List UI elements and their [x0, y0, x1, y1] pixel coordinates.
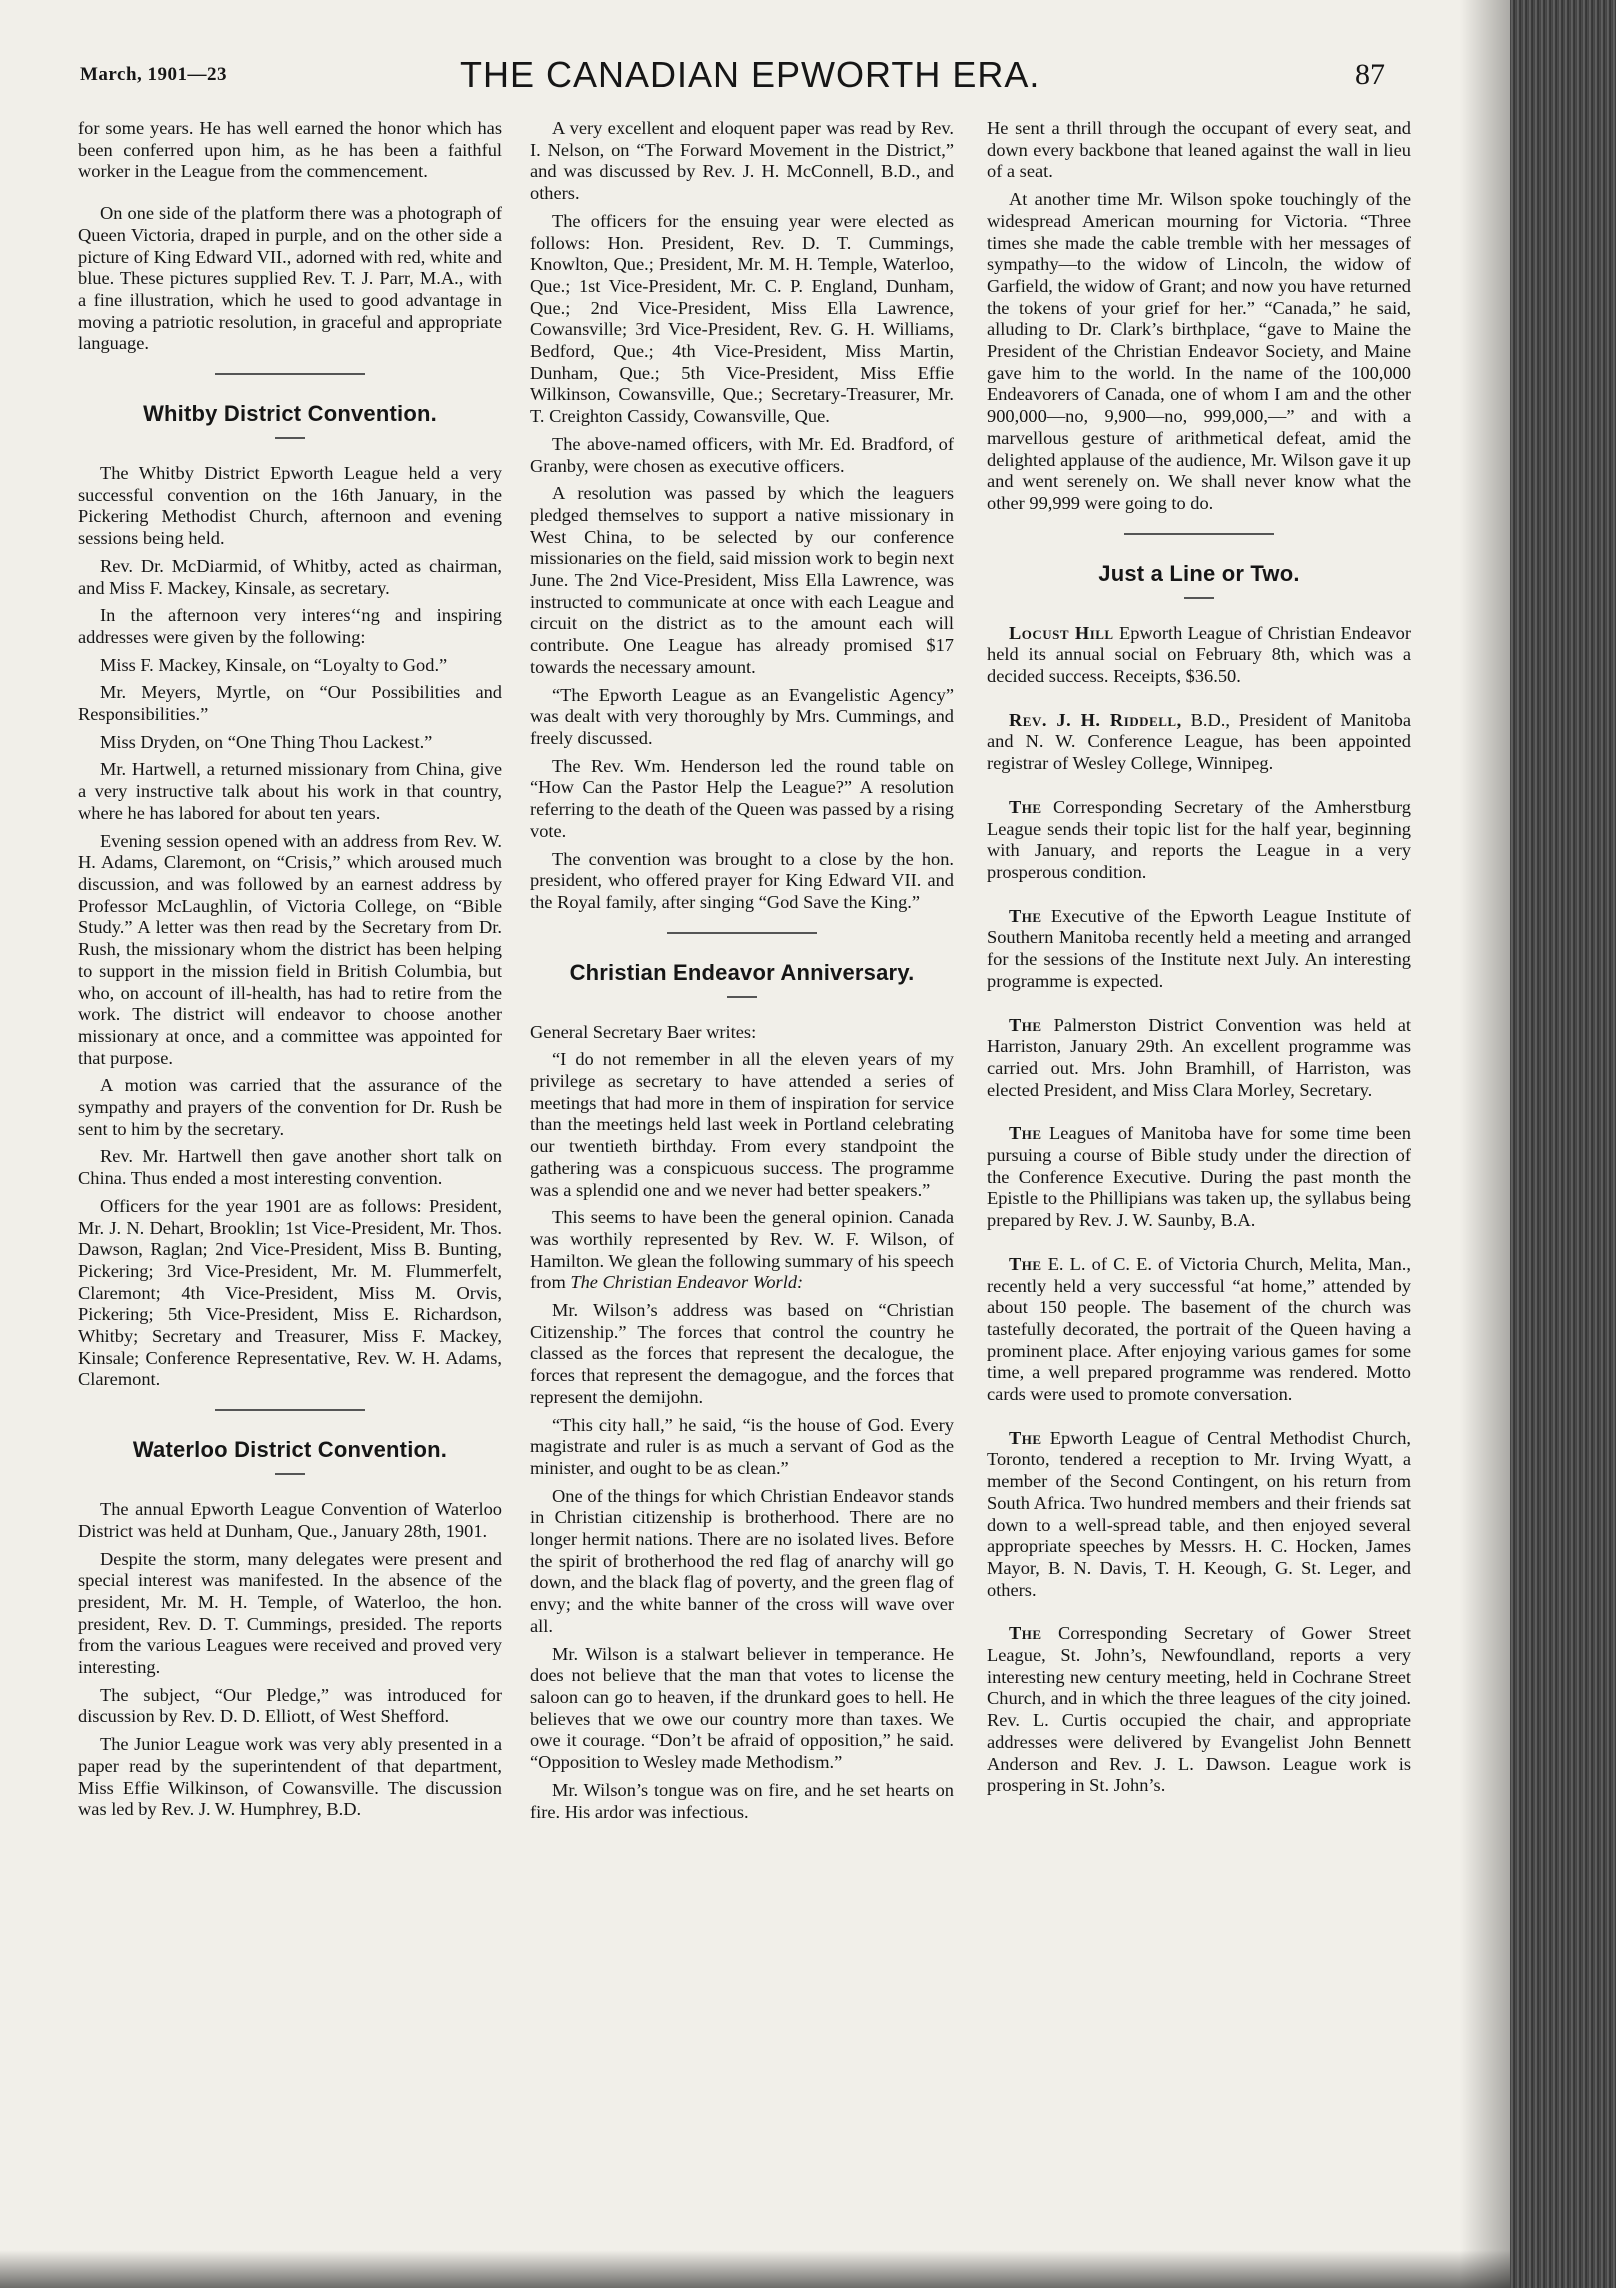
brief-text: Corresponding Secretary of the Amherstburg League sends their topic list for the half year, beginning with January, and reports the League in a very prosperous condition. [987, 796, 1411, 882]
brief-lead: The [1009, 796, 1042, 817]
paragraph: A motion was carried that the assurance of the sympathy and prayers of the convention for Dr. Rush be sent to him by the secretary. [78, 1075, 502, 1139]
brief-item [987, 1254, 1411, 1406]
paragraph: Rev. Mr. Hartwell then gave another short talk on China. Thus ended a most interesting convention. [78, 1146, 502, 1189]
bottom-shadow [0, 2250, 1530, 2288]
paragraph: Officers for the year 1901 are as follows: President, Mr. J. N. Dehart, Brooklin; 1st Vice-President, Mr. Thos. Dawson, Raglan; 2nd Vice-President, Miss B. Bunting, Pickering; 3rd Vice-President, Mr. M. Flummerfelt, Claremont; 4th Vice-President, Miss M. Orvis, Pickering; 5th Vice-President, Miss E. Richardson, Whitby; Secretary and Treasurer, Miss F. Mackey, Kinsale; Conference Representative, Rev. W. H. Adams, Claremont. [78, 1195, 502, 1390]
paragraph: Miss F. Mackey, Kinsale, on “Loyalty to God.” [100, 654, 448, 675]
paragraph-text: This seems to have been the general opinion. Canada was worthily represented by Rev. W. F. Wilson, of Hamilton. We glean the following summary of his speech from [530, 1207, 954, 1293]
paragraph: Evening session opened with an address from Rev. W. H. Adams, Claremont, on “Crisis,” which aroused much discussion, and was followed by an earnest address by Professor McLaughlin, of Victoria College, on “Bible Study.” A letter was then read by the Secretary from Dr. Rush, the missionary whom the district has been helping to support in the mission field in British Columbia, but who, on account of ill-health, has had to retire from the work. The district will endeavor to choose another missionary at once, and a committee was appointed for that purpose. [78, 830, 502, 1068]
brief-lead: The [1009, 1623, 1042, 1644]
paragraph: The Whitby District Epworth League held a very successful convention on the 16th January, in the Pickering Methodist Church, afternoon and evening sessions being held. [78, 463, 502, 549]
brief-text: Epworth League of Christian Endeavor held its annual social on February 8th, which was a decided success. Receipts, $36.50. [987, 622, 1411, 687]
brief-text: Epworth League of Central Methodist Church, Toronto, tendered a reception to Mr. Irving Wyatt, a member of the Second Contingent, on his return from South Africa. Two hundred members and their friends sat down to a well-spread table, and then enjoyed several appropriate speeches by Messrs. H. C. Hocken, James Mayor, B. N. Davis, T. H. Keough, G. St. Leger, and others. [987, 1427, 1411, 1600]
paragraph: A very excellent and eloquent paper was read by Rev. I. Nelson, on “The Forward Movement in the District,” and was discussed by Rev. J. H. McConnell, B.D., and others. [530, 118, 954, 204]
section-divider [215, 373, 365, 375]
heading-rule [1184, 597, 1214, 599]
brief-text: Executive of the Epworth League Institute of Southern Manitoba recently held a meeting and arranged for the sessions of the Institute next July. An interesting programme is expected. [987, 905, 1411, 991]
header-date: March, 1901—23 [80, 64, 228, 85]
brief-item [987, 623, 1411, 688]
page-number: 87 [1355, 58, 1385, 91]
header-title: THE CANADIAN EPWORTH ERA. [460, 54, 1041, 95]
paragraph: The annual Epworth League Convention of Waterloo District was held at Dunham, Que., January 28th, 1901. [78, 1499, 502, 1541]
section-divider [667, 932, 817, 934]
brief-text: E. L. of C. E. of Victoria Church, Melita, Man., recently held a very successful “at home,” attended by about 150 people. The basement of the church was tastefully decorated, the portrait of the Queen having a prominent place. After enjoying various games for some time, a well prepared programme was rendered. Motto cards were used to promote conversation. [987, 1253, 1411, 1405]
brief-item [987, 797, 1411, 884]
section-heading-just-a-line: Just a Line or Two. [1098, 560, 1300, 586]
brief-lead: Locust Hill [1009, 622, 1114, 643]
brief-text: B.D., President of Manitoba and N. W. Conference League, has been appointed registrar of Wesley College, Winnipeg. [987, 709, 1411, 774]
paragraph: The officers for the ensuing year were elected as follows: Hon. President, Rev. D. T. Cummings, Knowlton, Que.; President, Mr. M. H. Temple, Waterloo, Que.; 1st Vice-President, Mr. C. P. England, Dunham, Que.; 2nd Vice-President, Miss Ella Lawrence, Cowansville; 3rd Vice-President, Rev. G. H. Williams, Bedford, Que.; 4th Vice-President, Miss Martin, Dunham, Que.; 5th Vice-President, Miss Effie Wilkinson, Cowansville, Que.; Secretary-Treasurer, Mr. T. Creighton Cassidy, Cowansville, Que. [530, 210, 954, 427]
brief-lead: The [1009, 1253, 1042, 1274]
paragraph: The above-named officers, with Mr. Ed. Bradford, of Granby, were chosen as executive officers. [530, 433, 954, 476]
paragraph [530, 1207, 954, 1294]
paragraph: Despite the storm, many delegates were present and special interest was manifested. In the absence of the president, Mr. M. H. Temple, of Waterloo, the hon. president, Rev. D. T. Cummings, presided. The reports from the various Leagues were received and proved very interesting. [78, 1548, 502, 1678]
brief-text: Leagues of Manitoba have for some time been pursuing a course of Bible study under the direction of the Conference Executive. During the past month the Epistle to the Phillipians was taken up, the syllabus being prepared by Rev. J. W. Saunby, B.A. [987, 1123, 1411, 1231]
paragraph: A resolution was passed by which the leaguers pledged themselves to support a native missionary in West China, to be selected by our conference missionaries on the field, said mission work to begin next June. The 2nd Vice-President, Miss Ella Lawrence, was instructed to communicate at once with each League and circuit on the district as to the amount each will contribute. One League has already promised $17 towards the necessary amount. [530, 483, 954, 677]
brief-lead: The [1009, 1014, 1042, 1035]
paragraph: One of the things for which Christian Endeavor stands in Christian citizenship is brotherhood. There are no longer hermit nations. There are no isolated lives. Before the spirit of brotherhood the red flag of anarchy will go down, and the black flag of poverty, and the green flag of envy; and the white banner of the cross will wave over all. [530, 1485, 954, 1636]
paragraph: The Rev. Wm. Henderson led the round table on “How Can the Pastor Help the League?” A resolution referring to the death of the Queen was passed by a rising vote. [530, 755, 954, 841]
paragraph: Mr. Wilson’s tongue was on fire, and he set hearts on fire. His ardor was infectious. [530, 1779, 954, 1822]
paragraph: Mr. Meyers, Myrtle, on “Our Possibilities and Responsibilities.” [78, 682, 502, 725]
section-heading-christian-endeavor: Christian Endeavor Anniversary. [569, 959, 915, 985]
paragraph: “The Epworth League as an Evangelistic Agency” was dealt with very thoroughly by Mrs. Cummings, and freely discussed. [530, 684, 954, 748]
section-divider [1124, 533, 1274, 535]
heading-rule [727, 996, 757, 998]
brief-lead: Rev. J. H. Riddell, [1009, 709, 1182, 730]
paragraph: The convention was brought to a close by the hon. president, who offered prayer for King Edward VII. and the Royal family, after singing “God Save the King.” [530, 848, 954, 912]
paragraph: “This city hall,” he said, “is the house of God. Every magistrate and ruler is as much a servant of God as the minister, and ought to be as clean.” [530, 1414, 954, 1478]
paragraph: General Secretary Baer writes: [530, 1021, 757, 1042]
paragraph: On one side of the platform there was a photograph of Queen Victoria, draped in purple, and on the other side a picture of King Edward VII., adorned with red, white and blue. These pictures supplied Rev. T. J. Parr, M.A., with a fine illustration, which he used to good advantage in moving a patriotic resolution, in graceful and appropriate language. [78, 203, 502, 354]
paragraph: Mr. Hartwell, a returned missionary from China, give a very instructive talk about his work in that country, where he has labored for about ten years. [78, 759, 502, 823]
brief-lead: The [1009, 905, 1042, 926]
heading-rule [275, 437, 305, 439]
brief-lead: The [1009, 1427, 1042, 1448]
paragraph: “I do not remember in all the eleven years of my privilege as secretary to have attended a series of meetings that had more in them of inspiration for service than the meetings held last week in Portland celebrating our twentieth birthday. From every standpoint the gathering was a conspicuous success. The programme was a splendid one and we never had better speakers.” [530, 1049, 954, 1200]
paragraph: The Junior League work was very ably presented in a paper read by the superintendent of that department, Miss Effie Wilkinson, of Cowansville. The discussion was led by Rev. J. W. Humphrey, B.D. [78, 1734, 502, 1820]
column-right [987, 118, 1411, 1819]
brief-item [987, 906, 1411, 993]
section-divider [215, 1409, 365, 1411]
brief-lead: The [1009, 1123, 1042, 1144]
section-heading-whitby: Whitby District Convention. [143, 401, 437, 427]
paragraph: The subject, “Our Pledge,” was introduced for discussion by Rev. D. D. Elliott, of West Shefford. [78, 1684, 502, 1727]
column-left [78, 118, 502, 1827]
publication-title: The Christian Endeavor World: [570, 1272, 804, 1293]
paragraph: Rev. Dr. McDiarmid, of Whitby, acted as chairman, and Miss F. Mackey, Kinsale, as secretary. [78, 555, 502, 598]
brief-text: Corresponding Secretary of Gower Street League, St. John’s, Newfoundland, reports a very interesting new century meeting, held in Cochrane Street Church, and in which the three leagues of the city joined. Rev. L. Curtis occupied the chair, and appropriate addresses were delivered by Evangelist John Bennett Anderson and Rev. J. L. Dawson. League work is prospering in St. John’s. [987, 1623, 1411, 1796]
paragraph: for some years. He has well earned the honor which has been conferred upon him, as he has been a faithful worker in the League from the commencement. [78, 118, 502, 182]
brief-item [987, 710, 1411, 775]
column-middle [530, 118, 954, 1829]
brief-item [987, 1623, 1411, 1797]
brief-item [987, 1015, 1411, 1102]
paragraph: He sent a thrill through the occupant of every seat, and down every backbone that leaned against the wall in lieu of a seat. [987, 118, 1411, 182]
brief-item [987, 1123, 1411, 1232]
brief-item [987, 1428, 1411, 1602]
heading-rule [275, 1473, 305, 1475]
paragraph: At another time Mr. Wilson spoke touchingly of the widespread American mourning for Victoria. “Three times she made the cable tremble with her messages of sympathy—to the widow of Lincoln, the widow of Garfield, the widow of Grant; and now you have returned the tokens of your grief for her.” “Canada,” he said, alluding to Dr. Clark’s birthplace, “gave to Maine the President of the Christian Endeavor Society, and Maine gave him to the world. In the name of the 100,000 Endeavorers of Canada, one of whom I am and the other 900,000—no, 9,900—no, 999,000,—” and with a marvellous gesture of arithmetical defeat, amid the delighted applause of the audience, Mr. Wilson gave it up and went serenely on. We shall never know what the other 99,999 were going to do. [987, 189, 1411, 513]
section-heading-waterloo: Waterloo District Convention. [132, 1437, 448, 1463]
brief-text: Palmerston District Convention was held at Harriston, January 29th. An excellent programme was carried out. Mrs. John Bramhill, of Harriston, was elected President, and Miss Clara Morley, Secretary. [987, 1014, 1411, 1100]
paragraph: Mr. Wilson is a stalwart believer in temperance. He does not believe that the man that votes to license the saloon can go to heaven, if the drunkard goes to hell. He believes that we owe our country more than taxes. We owe it courage. “Don’t be afraid of opposition,” he said. “Opposition to Wesley made Methodism.” [530, 1643, 954, 1773]
page-edge-stack [1510, 0, 1616, 2288]
paragraph: Miss Dryden, on “One Thing Thou Lackest.” [100, 731, 433, 752]
paragraph: Mr. Wilson’s address was based on “Christian Citizenship.” The forces that control the country he classed as the forces that represent the decalogue, the forces that represent the demagogue, and the forces that represent the demijohn. [530, 1300, 954, 1407]
paragraph: In the afternoon very interes‘‘ng and inspiring addresses were given by the following: [78, 605, 502, 647]
